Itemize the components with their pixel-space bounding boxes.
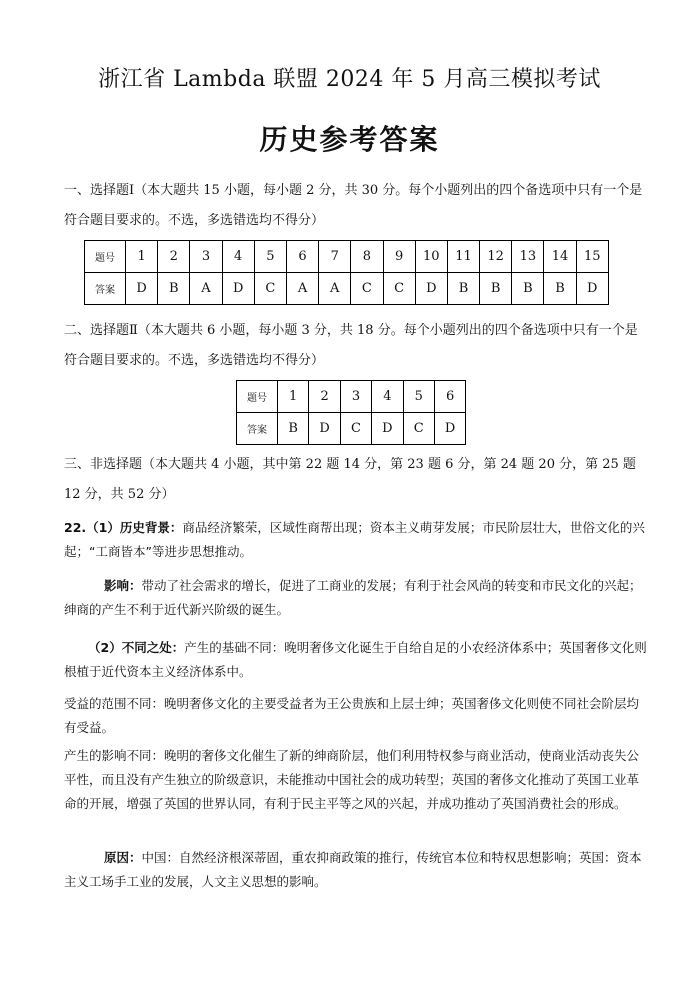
answer-cell: B (278, 413, 309, 445)
table-row (237, 381, 466, 413)
q22-reasons-text: 中国：自然经济根深蒂固，重农抑商政策的推行，传统官本位和特权思想影响；英国：资本主义工场手工业的发展，人文主义思想的影响。 (64, 850, 642, 889)
q22-influence-paragraph: 产生的影响不同：晚明的奢侈文化催生了新的绅商阶层，他们利用特权参与商业活动，使商业活动丧失公平性，而且没有产生独立的阶级意识，未能推动中国社会的成功转型；英国的奢侈文化推动了英国工业革命的开展，增强了英国的世界认同，有利于民主平等之风的兴起，并成功推动了英国消费社会的形成。 (64, 748, 640, 811)
exam-title: 浙江省 Lambda 联盟 2024 年 5 月高三模拟考试 (98, 67, 601, 92)
answer-cell: A (319, 273, 351, 305)
table-row (85, 273, 609, 305)
answer-cell: B (480, 273, 512, 305)
question-number: 2 (309, 381, 340, 413)
section3-intro: 三、非选择题（本大题共 4 小题，其中第 22 题 14 分，第 23 题 6 分，第 24 题 20 分，第 25 题 12 分，共 52 分） (64, 457, 636, 502)
answer-cell: C (351, 273, 383, 305)
answer-cell: D (372, 413, 403, 445)
section1-answer-table (84, 240, 609, 305)
question-number: 8 (351, 241, 383, 273)
answer-cell: C (383, 273, 415, 305)
answer-cell: B (158, 273, 190, 305)
answer-cell: D (126, 273, 158, 305)
question-number: 3 (190, 241, 222, 273)
q22-background-label: 22.（1）历史背景： (64, 520, 183, 535)
answer-cell: B (544, 273, 576, 305)
row-header-answer: 答案 (237, 413, 278, 445)
q22-impact-label: 影响： (104, 578, 142, 593)
q22-differences-paragraph (64, 636, 649, 684)
section1-intro: 一、选择题Ⅰ（本大题共 15 小题，每小题 2 分，共 30 分。每个小题列出的四个备选项中只有一个是符合题目要求的。不选，多选错选均不得分） (64, 183, 643, 228)
q22-reasons-label: 原因： (104, 850, 142, 865)
question-number: 4 (372, 381, 403, 413)
question-number: 4 (222, 241, 254, 273)
question-number: 6 (434, 381, 465, 413)
question-number: 10 (415, 241, 447, 273)
q22-reasons-paragraph (64, 846, 649, 894)
q22-impact-text: 带动了社会需求的增长，促进了工商业的发展；有利于社会风尚的转变和市民文化的兴起；绅商的产生不利于近代新兴阶级的诞生。 (64, 578, 642, 617)
answer-cell: C (403, 413, 434, 445)
row-header-number: 题号 (85, 241, 126, 273)
section2-answer-table (236, 380, 466, 445)
table-row (85, 241, 609, 273)
q22-differences-text: 产生的基础不同：晚明奢侈文化诞生于自给自足的小农经济体系中；英国奢侈文化则根植于近代资本主义经济体系中。 (64, 640, 647, 679)
answer-cell: B (447, 273, 479, 305)
answer-cell: B (512, 273, 544, 305)
answer-cell: D (222, 273, 254, 305)
answer-cell: D (576, 273, 608, 305)
row-header-answer: 答案 (85, 273, 126, 305)
answer-cell: C (340, 413, 371, 445)
section2-intro: 二、选择题Ⅱ（本大题共 6 小题，每小题 3 分，共 18 分。每个小题列出的四个备选项中只有一个是符合题目要求的。不选，多选错选均不得分） (64, 323, 638, 368)
question-number: 15 (576, 241, 608, 273)
question-number: 12 (480, 241, 512, 273)
question-number: 7 (319, 241, 351, 273)
question-number: 1 (278, 381, 309, 413)
q22-beneficiary-paragraph: 受益的范围不同：晚明奢侈文化的主要受益者为王公贵族和上层士绅；英国奢侈文化则使不同社会阶层均有受益。 (64, 696, 640, 735)
table-row (237, 413, 466, 445)
q22-background-paragraph (64, 516, 649, 564)
question-number: 5 (254, 241, 286, 273)
row-header-number: 题号 (237, 381, 278, 413)
q22-impact-paragraph (64, 574, 649, 622)
answer-cell: D (415, 273, 447, 305)
question-number: 6 (286, 241, 318, 273)
question-number: 3 (340, 381, 371, 413)
question-number: 2 (158, 241, 190, 273)
answer-cell: A (286, 273, 318, 305)
q22-differences-label: （2）不同之处： (88, 640, 185, 655)
document-title: 历史参考答案 (259, 123, 440, 156)
question-number: 13 (512, 241, 544, 273)
question-number: 1 (126, 241, 158, 273)
question-number: 14 (544, 241, 576, 273)
answer-cell: C (254, 273, 286, 305)
q22-background-text: 商品经济繁荣，区域性商帮出现；资本主义萌芽发展；市民阶层壮大，世俗文化的兴起；“工商皆本”等进步思想推动。 (64, 520, 645, 559)
answer-cell: D (309, 413, 340, 445)
question-number: 11 (447, 241, 479, 273)
answer-cell: A (190, 273, 222, 305)
answer-cell: D (434, 413, 465, 445)
question-number: 5 (403, 381, 434, 413)
question-number: 9 (383, 241, 415, 273)
